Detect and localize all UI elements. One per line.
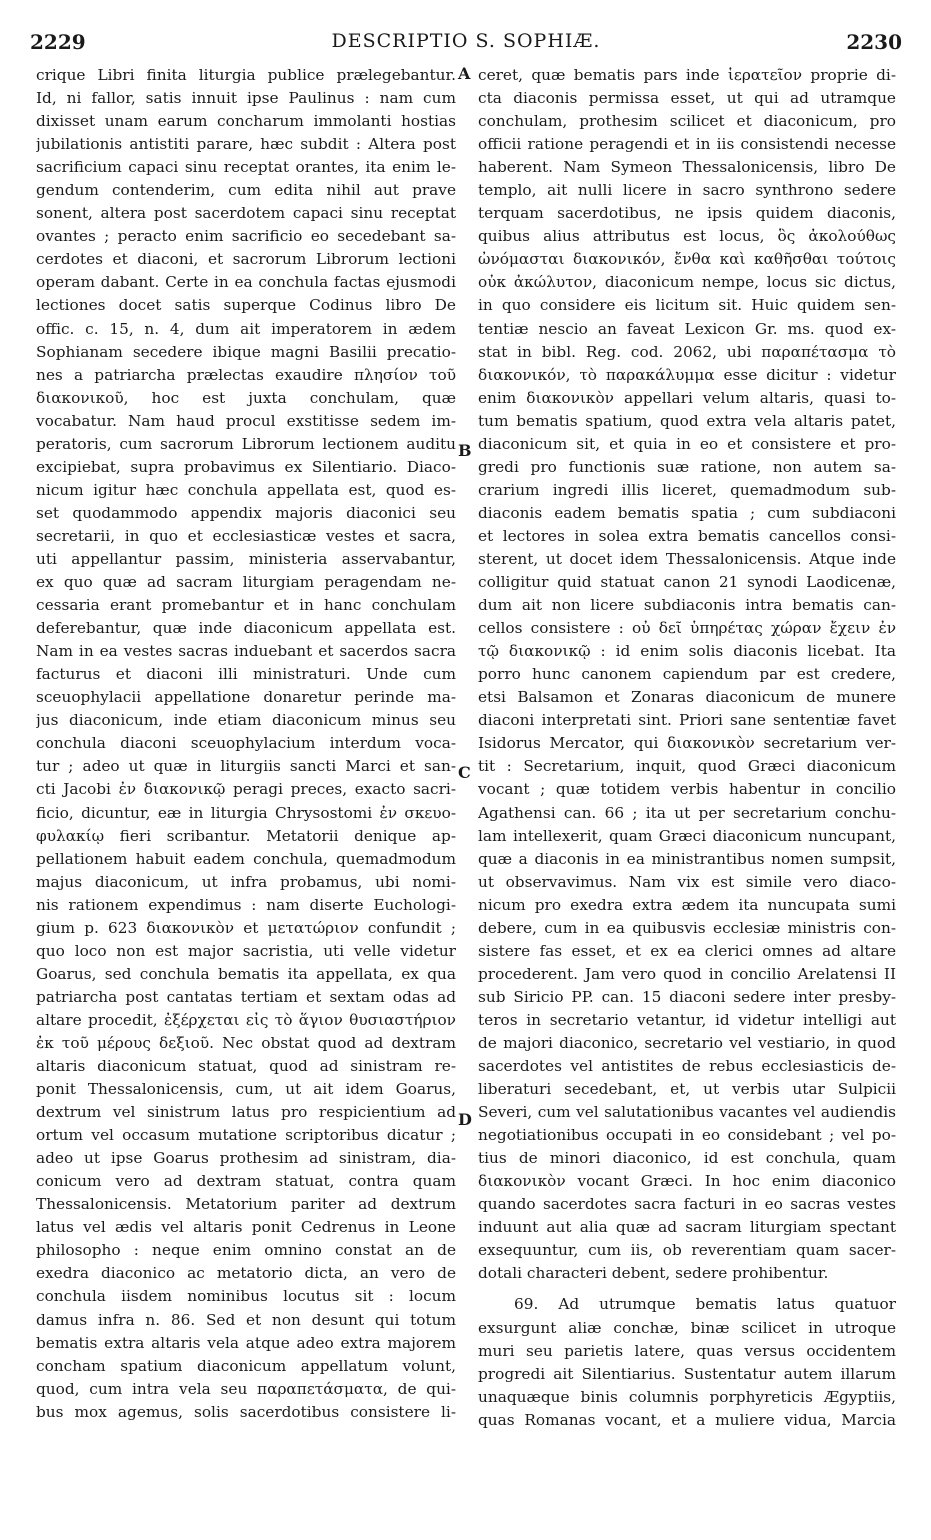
text-line: ceret, quæ bematis pars inde ἱερατεῖον proprie di-	[478, 66, 896, 84]
running-header	[30, 30, 902, 60]
text-line: facturus et diaconi illi ministraturi. Unde cum	[36, 665, 456, 684]
text-line: bematis extra altaris vela atque adeo extra majorem	[36, 1333, 456, 1352]
text-line: sacrificium capaci sinu receptat orantes, ita enim le-	[36, 158, 456, 177]
text-line: liberaturi secedebant, et, ut verbis utar Sulpicii	[478, 1080, 896, 1099]
text-line: sterent, ut docet idem Thessalonicensis. Atque inde	[478, 549, 896, 568]
text-line: dotali characteri debent, sedere prohibentur.	[478, 1264, 829, 1283]
text-line: bus mox agemus, solis sacerdotibus consistere li-	[36, 1402, 456, 1421]
text-line: muri seu parietis latere, quas versus occidentem	[478, 1341, 896, 1360]
text-line: tur ; adeo ut quæ in liturgiis sancti Marci et san-	[36, 757, 456, 776]
text-line: porro hunc canonem capiendum par est credere,	[478, 665, 896, 684]
text-line: οὐκ ἀκώλυτον, diaconicum nempe, locus sic dictus,	[478, 273, 896, 292]
text-line: Nam in ea vestes sacras induebant et sacerdos sacra	[36, 642, 456, 661]
text-line: latus vel ædis vel altaris ponit Cedrenus in Leone	[36, 1218, 456, 1237]
text-line: induunt aut alia quæ ad sacram liturgiam spectant	[478, 1218, 896, 1237]
text-line: ovantes ; peracto enim sacrificio eo secedebant sa-	[36, 227, 456, 246]
text-line: diaconis eadem bematis spatia ; cum subdiaconi	[478, 503, 896, 522]
text-line: conchula iisdem nominibus locutus sit : locum	[36, 1287, 456, 1306]
text-line: lam intellexerit, quam Græci diaconicum nuncupant,	[478, 826, 896, 845]
text-line: lectiones docet satis superque Codinus libro De	[36, 296, 456, 315]
text-line: διακονικὸν vocant Græci. In hoc enim diaconico	[478, 1172, 896, 1191]
text-line: ortum vel occasum mutatione scriptoribus dicatur ;	[36, 1126, 456, 1145]
text-line: nis rationem expendimus : nam diserte Euchologi-	[36, 895, 456, 914]
text-line: patriarcha post cantatas tertiam et sextam odas ad	[36, 987, 456, 1006]
text-line: sub Siricio PP. can. 15 diaconi sedere inter presby-	[478, 987, 896, 1006]
text-line: διακονικοῦ, hoc est juxta conchulam, quæ	[36, 388, 456, 407]
text-line: quando sacerdotes sacra facturi in eo sacras vestes	[478, 1195, 896, 1214]
text-line: jus diaconicum, inde etiam diaconicum minus seu	[36, 711, 456, 730]
text-line: progredi ait Silentiarius. Sustentatur autem illarum	[478, 1364, 896, 1383]
text-line: et lectores in solea extra bematis cancellos consi-	[478, 526, 896, 545]
text-line: 69. Ad utrumque bematis latus quatuor	[514, 1295, 896, 1314]
text-line: officii ratione peragendi et in iis consistendi necesse	[478, 135, 896, 154]
text-line: de majori diaconico, secretario vel vestiario, in quod	[478, 1033, 896, 1052]
page-number-left: 2229	[30, 30, 86, 54]
text-line: diaconi interpretati sint. Priori sane sententiæ favet	[478, 711, 896, 730]
text-line: tum bematis spatium, quod extra vela altaris patet,	[478, 411, 896, 430]
text-line: ὠνόμασται διακονικόν, ἔνθα καὶ καθῆσθαι τούτοις	[478, 250, 896, 269]
margin-marker-a: A	[458, 64, 471, 83]
text-line: vocant ; quæ totidem verbis habentur in concilio	[478, 780, 896, 799]
text-line: terquam sacerdotibus, ne ipsis quidem diaconis,	[478, 204, 896, 223]
text-line: cellos consistere : οὐ δεῖ ὑπηρέτας χώραν ἔχειν ἐν	[478, 619, 896, 638]
text-line: Severi, cum vel salutationibus vacantes vel audiendis	[478, 1103, 896, 1122]
text-line: sacerdotes vel antistites de rebus ecclesiasticis de-	[478, 1057, 896, 1076]
text-line: majus diaconicum, ut infra probamus, ubi nomi-	[36, 872, 456, 891]
text-line: exsurgunt aliæ conchæ, binæ scilicet in utroque	[478, 1318, 896, 1337]
text-line: sonent, altera post sacerdotem capaci sinu receptat	[36, 204, 456, 223]
text-line: quibus alius attributus est locus, ὃς ἀκολούθως	[478, 227, 896, 246]
text-line: excipiebat, supra probavimus ex Silentiario. Diaco-	[36, 457, 456, 476]
left-column	[36, 64, 456, 1424]
text-line: procederent. Jam vero quod in concilio Arelatensi II	[478, 964, 896, 983]
text-line: colligitur quid statuat canon 21 synodi Laodicenæ,	[478, 573, 896, 592]
text-line: Agathensi can. 66 ; ita ut per secretarium conchu-	[478, 803, 896, 822]
text-line: haberent. Nam Symeon Thessalonicensis, libro De	[478, 158, 896, 177]
section-gap	[478, 1285, 896, 1293]
text-line: diaconicum sit, et quia in eo et consistere et pro-	[478, 434, 896, 453]
text-line: peratoris, cum sacrorum Librorum lectionem auditu	[36, 434, 456, 453]
text-line: tentiæ nescio an faveat Lexicon Gr. ms. quod ex-	[478, 319, 896, 338]
text-line: Id, ni fallor, satis innuit ipse Paulinus : nam cum	[36, 89, 456, 108]
text-line: jubilationis antistiti parare, hæc subdit : Altera post	[36, 135, 456, 154]
text-line: teros in secretario vetantur, id videtur intelligi aut	[478, 1010, 896, 1029]
text-line: altare procedit, ἐξέρχεται εἰς τὸ ἅγιον θυσιαστήριον	[36, 1010, 456, 1029]
text-line: gium p. 623 διακονικὸν et μετατώριον confundit ;	[36, 918, 456, 937]
text-line: offic. c. 15, n. 4, dum ait imperatorem in ædem	[36, 319, 456, 338]
text-line: τῷ διακονικῷ : id enim solis diaconis licebat. Ita	[478, 642, 896, 661]
text-line: sceuophylacii appellatione donaretur perinde ma-	[36, 688, 456, 707]
text-line: dextrum vel sinistrum latus pro respicientium ad	[36, 1103, 456, 1122]
text-line: adeo ut ipse Goarus prothesim ad sinistram, dia-	[36, 1149, 456, 1168]
text-line: φυλακίῳ fieri scribantur. Metatorii denique ap-	[36, 826, 456, 845]
text-line: deferebantur, quæ inde diaconicum appellata est.	[36, 619, 456, 638]
text-line: concham spatium diaconicum appellatum volunt,	[36, 1356, 456, 1375]
text-line: ponit Thessalonicensis, cum, ut ait idem Goarus,	[36, 1080, 456, 1099]
text-line: crique Libri finita liturgia publice prælegebantur.	[36, 66, 456, 84]
text-line: sistere fas esset, et ex ea clerici omnes ad altare	[478, 941, 896, 960]
text-line: cta diaconis permissa esset, ut qui ad utramque	[478, 89, 896, 108]
text-line: Goarus, sed conchula bematis ita appellata, ex qua	[36, 964, 456, 983]
text-line: nes a patriarcha prælectas exaudire πλησίον τοῦ	[36, 365, 456, 384]
text-line: enim διακονικὸν appellari velum altaris, quasi to-	[478, 388, 896, 407]
text-line: in quo considere eis licitum sit. Huic quidem sen-	[478, 296, 896, 315]
text-line: exedra diaconico ac metatorio dicta, an vero de	[36, 1264, 456, 1283]
text-line: secretarii, in quo et ecclesiasticæ vestes et sacra,	[36, 526, 456, 545]
text-line: tius de minori diaconico, id est conchula, quam	[478, 1149, 896, 1168]
page-number-right: 2230	[846, 30, 902, 54]
text-line: dum ait non licere subdiaconis intra bematis can-	[478, 596, 896, 615]
text-line: cessaria erant promebantur et in hanc conchulam	[36, 596, 456, 615]
text-line: Isidorus Mercator, qui διακονικὸν secretarium ver-	[478, 734, 896, 753]
text-line: philosopho : neque enim omnino constat an de	[36, 1241, 456, 1260]
text-line: negotiationibus occupati in eo considebant ; vel po-	[478, 1126, 896, 1145]
text-line: uti appellantur passim, ministeria asservabantur,	[36, 549, 456, 568]
text-line: quæ a diaconis in ea ministrantibus nomen sumpsit,	[478, 849, 896, 868]
text-line: quod, cum intra vela seu παραπετάσματα, de qui-	[36, 1379, 456, 1398]
text-line: quas Romanas vocant, et a muliere vidua, Marcia	[478, 1410, 896, 1429]
text-line: altaris diaconicum statuat, quod ad sinistram re-	[36, 1057, 456, 1076]
text-line: gendum contenderim, cum edita nihil aut prave	[36, 181, 456, 200]
text-line: ut observavimus. Nam vix est simile vero diaco-	[478, 872, 896, 891]
text-line: stat in bibl. Reg. cod. 2062, ubi παραπέτασμα τὸ	[478, 342, 896, 361]
text-line: Sophianam secedere ibique magni Basilii precatio-	[36, 342, 456, 361]
text-line: quo loco non est major sacristia, uti velle videtur	[36, 941, 456, 960]
text-line: vocabatur. Nam haud procul exstitisse sedem im-	[36, 411, 456, 430]
running-title: DESCRIPTIO S. SOPHIÆ.	[331, 30, 601, 52]
text-line: conchula diaconi sceuophylacium interdum voca-	[36, 734, 456, 753]
right-column	[478, 64, 896, 1432]
text-line: crarium ingredi illis liceret, quemadmodum sub-	[478, 480, 896, 499]
text-line: cerdotes et diaconi, et sacrorum Librorum lectioni	[36, 250, 456, 269]
text-line: etsi Balsamon et Zonaras diaconicum de munere	[478, 688, 896, 707]
margin-marker-c: C	[458, 763, 471, 782]
text-line: dixisset unam earum concharum immolanti hostias	[36, 112, 456, 131]
text-line: unaquæque binis columnis porphyreticis Ægyptiis,	[478, 1387, 896, 1406]
text-line: set quodammodo appendix majoris diaconici seu	[36, 503, 456, 522]
text-line: ficio, dicuntur, eæ in liturgia Chrysostomi ἐν σκευο-	[36, 803, 456, 822]
margin-marker-b: B	[458, 441, 472, 460]
text-line: nicum pro exedra extra ædem ita nuncupata sumi	[478, 895, 896, 914]
text-line: gredi pro functionis suæ ratione, non autem sa-	[478, 457, 896, 476]
margin-marker-d: D	[458, 1110, 472, 1129]
text-line: tit : Secretarium, inquit, quod Græci diaconicum	[478, 757, 896, 776]
text-line: exsequuntur, cum iis, ob reverentiam quam sacer-	[478, 1241, 896, 1260]
text-line: nicum igitur hæc conchula appellata est, quod es-	[36, 480, 456, 499]
text-line: διακονικόν, τὸ παρακάλυμμα esse dicitur : videtur	[478, 365, 896, 384]
text-line: debere, cum in ea quibusvis ecclesiæ ministris con-	[478, 918, 896, 937]
text-line: operam dabant. Certe in ea conchula factas ejusmodi	[36, 273, 456, 292]
text-line: conicum vero ad dextram statuat, contra quam	[36, 1172, 456, 1191]
text-line: ex quo quæ ad sacram liturgiam peragendam ne-	[36, 573, 456, 592]
text-line: pellationem habuit eadem conchula, quemadmodum	[36, 849, 456, 868]
text-line: templo, ait nulli licere in sacro synthrono sedere	[478, 181, 896, 200]
text-line: conchulam, prothesim scilicet et diaconicum, pro	[478, 112, 896, 131]
text-line: ἐκ τοῦ μέρους δεξιοῦ. Nec obstat quod ad dextram	[36, 1033, 456, 1052]
text-line: cti Jacobi ἐν διακονικῷ peragi preces, exacto sacri-	[36, 780, 456, 799]
text-line: Thessalonicensis. Metatorium pariter ad dextrum	[36, 1195, 456, 1214]
text-line: damus infra n. 86. Sed et non desunt qui totum	[36, 1310, 456, 1329]
